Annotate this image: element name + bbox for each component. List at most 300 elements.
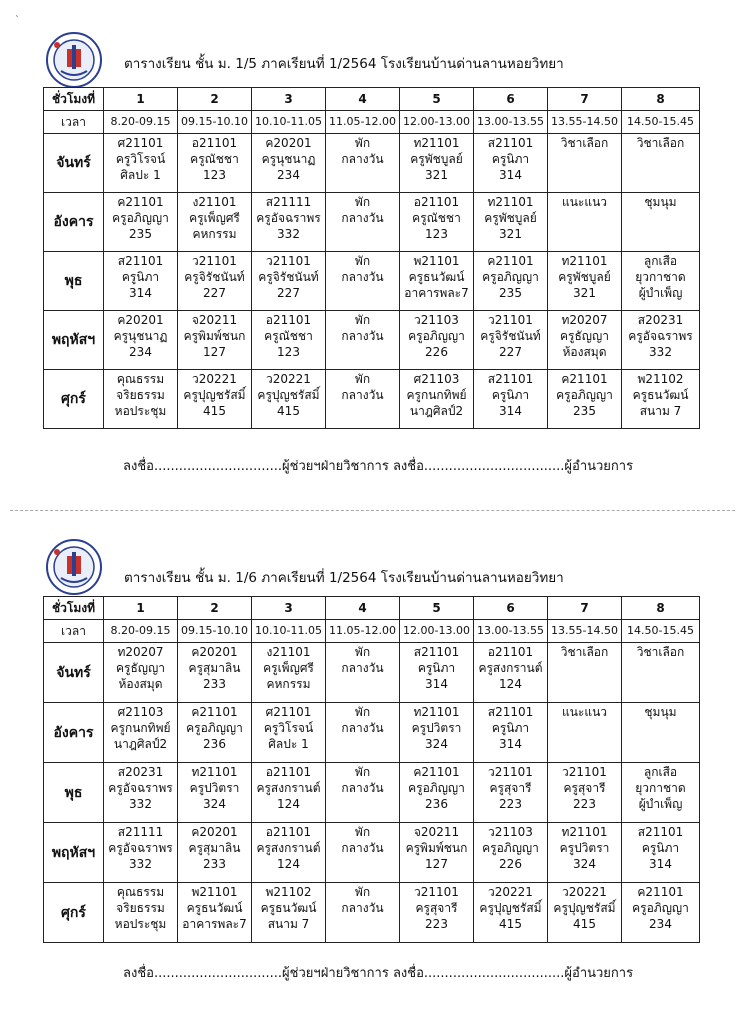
class-cell: [622, 252, 700, 311]
class-cell: [178, 370, 252, 429]
class-cell: [252, 763, 326, 823]
teacher-name: ครูพัชบูลย์: [484, 211, 537, 225]
teacher-name: กลางวัน: [341, 781, 384, 795]
subject-code: ศ21101: [117, 136, 164, 150]
period-number: 8: [622, 597, 700, 620]
teacher-name: ครูธนวัฒน์: [408, 270, 465, 284]
teacher-name: ครูธนวัฒน์: [632, 388, 689, 402]
teacher-name: ครูปุญชรัสมิ์: [183, 388, 246, 402]
subject-code: ท21101: [413, 136, 460, 150]
teacher-name: ครูอัจฉราพร: [628, 329, 693, 343]
subject-code: ค21101: [413, 765, 460, 779]
page-divider: [10, 510, 735, 511]
class-cell: [326, 823, 400, 883]
teacher-name: ครูอภิญญา: [408, 781, 465, 795]
subject-code: ศ21101: [265, 705, 312, 719]
period-time: 09.15-10.10: [178, 620, 252, 643]
day-name: พฤหัสฯ: [44, 311, 104, 370]
class-cell: [548, 311, 622, 370]
subject-code: ชุมนุม: [644, 195, 677, 209]
teacher-name: ครูวิโรจน์: [263, 721, 314, 735]
subject-code: ว20221: [562, 885, 607, 899]
class-cell: [178, 703, 252, 763]
subject-code: ว21103: [488, 825, 533, 839]
class-cell: [622, 823, 700, 883]
subject-code: พัก: [354, 825, 371, 839]
day-name: พฤหัสฯ: [44, 823, 104, 883]
room: 124: [277, 857, 300, 871]
room: 127: [203, 345, 226, 359]
class-cell: [326, 252, 400, 311]
subject-code: ค21101: [117, 195, 164, 209]
class-cell: [622, 763, 700, 823]
teacher-name: ครูนิภา: [121, 270, 160, 284]
room: หอประชุม: [114, 917, 167, 931]
class-cell: [622, 883, 700, 943]
class-cell: [400, 370, 474, 429]
subject-code: พ21102: [637, 372, 684, 386]
subject-code: ชุมนุม: [644, 705, 677, 719]
subject-code: อ21101: [487, 645, 534, 659]
period-time: 8.20-09.15: [104, 620, 178, 643]
period-time: 8.20-09.15: [104, 111, 178, 134]
subject-code: คุณธรรม: [116, 885, 165, 899]
class-cell: [326, 763, 400, 823]
period-time: 10.10-11.05: [252, 111, 326, 134]
teacher-name: ครูปวิตรา: [189, 781, 240, 795]
period-number: 3: [252, 88, 326, 111]
room: 321: [573, 286, 596, 300]
teacher-name: ครูนิภา: [491, 388, 530, 402]
period-number: 5: [400, 88, 474, 111]
subject-code: ศ21103: [117, 705, 164, 719]
room: 233: [203, 857, 226, 871]
teacher-name: จริยธรรม: [116, 901, 165, 915]
day-name: อังคาร: [44, 703, 104, 763]
day-row: [44, 193, 700, 252]
subject-code: แนะแนว: [561, 195, 608, 209]
class-cell: [548, 134, 622, 193]
subject-code: พ21102: [265, 885, 312, 899]
class-cell: [622, 703, 700, 763]
room: 124: [277, 797, 300, 811]
period-number: 1: [104, 597, 178, 620]
room: 226: [425, 345, 448, 359]
period-time: 12.00-13.00: [400, 620, 474, 643]
room: คหกรรม: [266, 677, 311, 691]
subject-code: อ21101: [265, 313, 312, 327]
class-cell: [104, 823, 178, 883]
teacher-name: ครูอภิญญา: [186, 721, 243, 735]
teacher-name: ครูณัชชา: [412, 211, 461, 225]
room: 124: [499, 677, 522, 691]
day-row: [44, 370, 700, 429]
class-cell: [400, 643, 474, 703]
subject-code: ว21101: [488, 313, 533, 327]
teacher-name: ครูณัชชา: [264, 329, 313, 343]
period-time: 13.55-14.50: [548, 111, 622, 134]
subject-code: ท21101: [191, 765, 238, 779]
subject-code: จ20211: [413, 825, 460, 839]
class-cell: [104, 311, 178, 370]
class-cell: [252, 883, 326, 943]
class-cell: [400, 311, 474, 370]
teacher-name: ครูจิรัชนันท์: [184, 270, 245, 284]
day-row: [44, 703, 700, 763]
subject-code: ว21101: [266, 254, 311, 268]
subject-code: ท21101: [561, 825, 608, 839]
room: 127: [425, 857, 448, 871]
teacher-name: ครูพัชบูลย์: [558, 270, 611, 284]
class-cell: [548, 193, 622, 252]
teacher-name: ครูณัชชา: [190, 152, 239, 166]
teacher-name: ครูวิโรจน์: [115, 152, 166, 166]
teacher-name: ครูจิรัชนันท์: [258, 270, 319, 284]
subject-code: คุณธรรม: [116, 372, 165, 386]
teacher-name: ครูเพ็ญศรี: [189, 211, 240, 225]
teacher-name: ครูพิมพ์ชนก: [405, 841, 468, 855]
period-header-label: ชั่วโมงที่: [44, 88, 104, 111]
period-number: 7: [548, 88, 622, 111]
teacher-name: ครูสงกรานต์: [256, 781, 321, 795]
teacher-name: ครูพัชบูลย์: [410, 152, 463, 166]
teacher-name: กลางวัน: [341, 388, 384, 402]
subject-code: ท21101: [487, 195, 534, 209]
subject-code: ท20207: [561, 313, 608, 327]
subject-code: ส21101: [413, 645, 460, 659]
period-number: 7: [548, 597, 622, 620]
class-cell: [474, 643, 548, 703]
room: อาคารพละ7: [404, 286, 469, 300]
subject-code: พัก: [354, 645, 371, 659]
room: 415: [277, 404, 300, 418]
class-cell: [326, 883, 400, 943]
class-cell: [548, 252, 622, 311]
teacher-name: ครูอภิญญา: [482, 270, 539, 284]
class-cell: [400, 134, 474, 193]
room: 314: [129, 286, 152, 300]
period-number: 4: [326, 88, 400, 111]
teacher-name: ครูนุชนาฏ: [113, 329, 168, 343]
room: 226: [499, 857, 522, 871]
subject-code: ส20231: [637, 313, 684, 327]
teacher-name: ครูนิภา: [491, 152, 530, 166]
subject-code: วิชาเลือก: [636, 136, 685, 150]
class-cell: [178, 823, 252, 883]
class-cell: [178, 883, 252, 943]
class-cell: [474, 252, 548, 311]
subject-code: ค21101: [487, 254, 534, 268]
period-time: 14.50-15.45: [622, 620, 700, 643]
class-cell: [326, 193, 400, 252]
subject-code: อ21101: [265, 765, 312, 779]
class-cell: [252, 193, 326, 252]
subject-code: ท21101: [561, 254, 608, 268]
subject-code: พัก: [354, 885, 371, 899]
teacher-name: ครูปุญชรัสมิ์: [553, 901, 616, 915]
subject-code: อ21101: [191, 136, 238, 150]
time-label: เวลา: [44, 111, 104, 134]
subject-code: พัก: [354, 372, 371, 386]
teacher-name: จริยธรรม: [116, 388, 165, 402]
subject-code: อ21101: [265, 825, 312, 839]
period-header-label: ชั่วโมงที่: [44, 597, 104, 620]
subject-code: ค20201: [191, 645, 238, 659]
class-cell: [326, 370, 400, 429]
room: 314: [499, 404, 522, 418]
room: หอประชุม: [114, 404, 167, 418]
day-row: [44, 883, 700, 943]
timetable-grid: [43, 596, 700, 943]
class-cell: [178, 252, 252, 311]
teacher-name: ครูนิภา: [491, 721, 530, 735]
room: ห้องสมุด: [562, 345, 607, 359]
class-cell: [104, 703, 178, 763]
teacher-name: กลางวัน: [341, 329, 384, 343]
signature-line: ลงชื่อ...............................ผู้ช่วยฯฝ่ายวิชาการ ลงชื่อ..................................ผู้อำนวยการ: [123, 459, 634, 474]
room: 324: [573, 857, 596, 871]
teacher-name: ครูสุจารี: [415, 901, 458, 915]
teacher-name: ครูอัจฉราพร: [108, 841, 173, 855]
teacher-name: ครูธนวัฒน์: [260, 901, 317, 915]
teacher-name: ครูปุญชรัสมิ์: [257, 388, 320, 402]
class-cell: [178, 193, 252, 252]
period-number: 2: [178, 597, 252, 620]
class-cell: [104, 193, 178, 252]
subject-code: จ20211: [191, 313, 238, 327]
subject-code: พ21101: [413, 254, 460, 268]
teacher-name: ครูนิภา: [641, 841, 680, 855]
room: สนาม 7: [267, 917, 310, 931]
subject-code: ว21101: [192, 254, 237, 268]
subject-code: ค21101: [561, 372, 608, 386]
period-time: 13.00-13.55: [474, 111, 548, 134]
teacher-name: ครูปวิตรา: [411, 721, 462, 735]
day-name: ศุกร์: [44, 883, 104, 943]
subject-code: ค21101: [637, 885, 684, 899]
class-cell: [400, 883, 474, 943]
room: ผู้บำเพ็ญ: [638, 797, 683, 811]
subject-code: ว20221: [192, 372, 237, 386]
period-number: 5: [400, 597, 474, 620]
room: 235: [499, 286, 522, 300]
period-number: 6: [474, 597, 548, 620]
class-cell: [326, 703, 400, 763]
room: 314: [499, 168, 522, 182]
day-name: จันทร์: [44, 134, 104, 193]
room: 236: [425, 797, 448, 811]
subject-code: แนะแนว: [561, 705, 608, 719]
subject-code: ส21101: [487, 136, 534, 150]
class-cell: [252, 703, 326, 763]
period-time: 11.05-12.00: [326, 620, 400, 643]
day-row: [44, 252, 700, 311]
class-cell: [622, 643, 700, 703]
teacher-name: ครูสุจารี: [489, 781, 532, 795]
school-logo-icon: [45, 31, 103, 89]
teacher-name: กลางวัน: [341, 211, 384, 225]
class-cell: [622, 193, 700, 252]
subject-code: ค20201: [265, 136, 312, 150]
day-row: [44, 643, 700, 703]
class-cell: [548, 643, 622, 703]
teacher-name: ครูกนกทิพย์: [110, 721, 171, 735]
teacher-name: กลางวัน: [341, 152, 384, 166]
teacher-name: ครูธัญญา: [560, 329, 609, 343]
teacher-name: ยุวกาชาด: [635, 270, 686, 284]
period-time: 14.50-15.45: [622, 111, 700, 134]
class-cell: [400, 763, 474, 823]
room: 321: [425, 168, 448, 182]
teacher-name: ครูอัจฉราพร: [108, 781, 173, 795]
room: 223: [499, 797, 522, 811]
page-title: ตารางเรียน ชั้น ม. 1/6 ภาคเรียนที่ 1/2564 โรงเรียนบ้านด่านลานหอยวิทยา: [124, 570, 564, 586]
class-cell: [400, 823, 474, 883]
room: 415: [499, 917, 522, 931]
subject-code: พัก: [354, 765, 371, 779]
room: 123: [425, 227, 448, 241]
teacher-name: ครูสุมาลิน: [188, 661, 241, 675]
room: 415: [573, 917, 596, 931]
class-cell: [474, 134, 548, 193]
subject-code: ว20221: [266, 372, 311, 386]
subject-code: วิชาเลือก: [636, 645, 685, 659]
room: 123: [277, 345, 300, 359]
room: 332: [649, 345, 672, 359]
teacher-name: ครูปวิตรา: [559, 841, 610, 855]
class-cell: [104, 643, 178, 703]
class-cell: [252, 252, 326, 311]
teacher-name: กลางวัน: [341, 841, 384, 855]
class-cell: [474, 311, 548, 370]
subject-code: ว21101: [562, 765, 607, 779]
teacher-name: ครูพิมพ์ชนก: [183, 329, 246, 343]
subject-code: ลูกเสือ: [643, 765, 678, 779]
subject-code: ส21111: [117, 825, 164, 839]
period-number: 2: [178, 88, 252, 111]
class-cell: [548, 883, 622, 943]
room: สนาม 7: [639, 404, 682, 418]
class-cell: [474, 763, 548, 823]
room: 235: [129, 227, 152, 241]
class-cell: [104, 134, 178, 193]
day-name: ศุกร์: [44, 370, 104, 429]
room: 227: [499, 345, 522, 359]
subject-code: ท20207: [117, 645, 164, 659]
page-title: ตารางเรียน ชั้น ม. 1/5 ภาคเรียนที่ 1/2564 โรงเรียนบ้านด่านลานหอยวิทยา: [124, 56, 564, 72]
class-cell: [252, 643, 326, 703]
subject-code: อ21101: [413, 195, 460, 209]
room: 332: [129, 797, 152, 811]
day-row: [44, 763, 700, 823]
class-cell: [178, 763, 252, 823]
period-time: 13.55-14.50: [548, 620, 622, 643]
class-cell: [252, 370, 326, 429]
class-cell: [474, 193, 548, 252]
period-time: 10.10-11.05: [252, 620, 326, 643]
subject-code: ง21101: [192, 195, 237, 209]
room: 234: [277, 168, 300, 182]
room: 235: [573, 404, 596, 418]
teacher-name: กลางวัน: [341, 721, 384, 735]
subject-code: ศ21103: [413, 372, 460, 386]
class-cell: [474, 370, 548, 429]
subject-code: ส21101: [487, 372, 534, 386]
room: 123: [203, 168, 226, 182]
period-time: 09.15-10.10: [178, 111, 252, 134]
subject-code: พัก: [354, 254, 371, 268]
subject-code: ท21101: [413, 705, 460, 719]
class-cell: [622, 311, 700, 370]
day-name: พุธ: [44, 763, 104, 823]
subject-code: ว21103: [414, 313, 459, 327]
class-cell: [474, 823, 548, 883]
class-cell: [104, 883, 178, 943]
teacher-name: ครูปุญชรัสมิ์: [479, 901, 542, 915]
subject-code: ส20231: [117, 765, 164, 779]
class-cell: [178, 311, 252, 370]
subject-code: ว21101: [414, 885, 459, 899]
class-cell: [622, 370, 700, 429]
room: ศิลปะ 1: [120, 168, 161, 182]
teacher-name: ครูอัจฉราพร: [256, 211, 321, 225]
subject-code: ส21101: [117, 254, 164, 268]
class-cell: [252, 311, 326, 370]
class-cell: [548, 823, 622, 883]
class-cell: [400, 193, 474, 252]
teacher-name: กลางวัน: [341, 901, 384, 915]
room: 324: [425, 737, 448, 751]
room: ห้องสมุด: [118, 677, 163, 691]
teacher-name: ครูกนกทิพย์: [406, 388, 467, 402]
room: 234: [129, 345, 152, 359]
teacher-name: ครูอภิญญา: [632, 901, 689, 915]
class-cell: [548, 370, 622, 429]
class-cell: [326, 643, 400, 703]
room: 332: [129, 857, 152, 871]
class-cell: [104, 763, 178, 823]
class-cell: [474, 883, 548, 943]
room: 314: [425, 677, 448, 691]
room: 234: [649, 917, 672, 931]
subject-code: ค20201: [191, 825, 238, 839]
class-cell: [474, 703, 548, 763]
room: คหกรรม: [192, 227, 237, 241]
room: นาฎศิลป์2: [409, 404, 464, 418]
teacher-name: ครูนุชนาฏ: [261, 152, 316, 166]
day-row: [44, 311, 700, 370]
teacher-name: ครูนิภา: [417, 661, 456, 675]
teacher-name: ครูอภิญญา: [112, 211, 169, 225]
room: 321: [499, 227, 522, 241]
teacher-name: ครูสงกรานต์: [256, 841, 321, 855]
room: อาคารพละ7: [182, 917, 247, 931]
teacher-name: ครูอภิญญา: [556, 388, 613, 402]
subject-code: วิชาเลือก: [560, 645, 609, 659]
room: 223: [573, 797, 596, 811]
class-cell: [104, 370, 178, 429]
class-cell: [400, 252, 474, 311]
class-cell: [326, 311, 400, 370]
room: 314: [649, 857, 672, 871]
timetable-grid: [43, 87, 700, 429]
teacher-name: ครูสุมาลิน: [188, 841, 241, 855]
room: 332: [277, 227, 300, 241]
day-row: [44, 823, 700, 883]
day-name: พุธ: [44, 252, 104, 311]
teacher-name: กลางวัน: [341, 270, 384, 284]
period-number: 4: [326, 597, 400, 620]
